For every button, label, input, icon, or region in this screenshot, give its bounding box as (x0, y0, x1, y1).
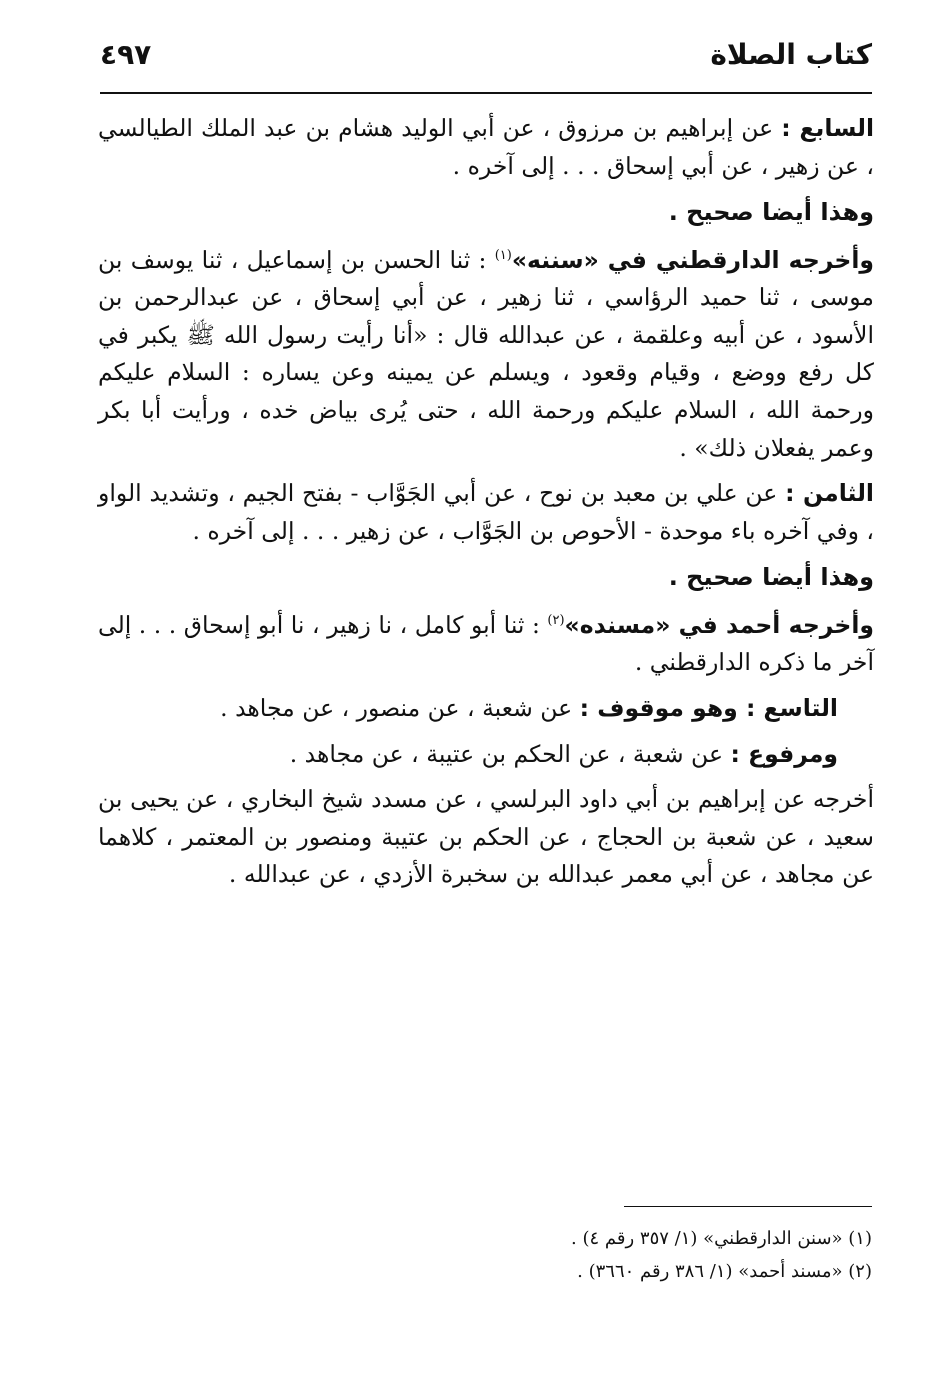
footnote-ref: (١) (494, 247, 512, 263)
paragraph-ninth (98, 690, 874, 728)
paragraph-lead: ومرفوع : (730, 739, 838, 768)
paragraph-text: : ثنا أبو كامل ، نا زهير ، نا أبو إسحاق . . . إلى آخر ما ذكره الدارقطني . (98, 610, 874, 677)
paragraph-lead: وأخرجه أحمد في «مسنده» (564, 610, 874, 639)
paragraph-text: : ثنا الحسن بن إسماعيل ، ثنا يوسف بن موسى ، ثنا حميد الرؤاسي ، ثنا زهير ، عن أبي إسحاق ، عن عبدالرحمن بن الأسود ، عن أبيه وعلقمة ، عن عبدالله قال : «أنا رأيت رسول الله ﷺ يكبر في كل رفع ووضع ، وقيام وقعود ، ويسلم عن يمينه وعن يساره : السلام عليكم ورحمة الله ، السلام عليكم ورحمة الله ، حتى يُرى بياض خده ، ورأيت أبا بكر وعمر يفعلان ذلك» . (98, 245, 874, 462)
page-body (98, 110, 874, 902)
page-header (100, 34, 872, 84)
paragraph-text: عن شعبة ، عن الحكم بن عتيبة ، عن مجاهد . (289, 739, 723, 768)
paragraph-lead: التاسع : وهو موقوف : (579, 693, 838, 722)
header-divider (100, 92, 872, 94)
paragraph-lead: وأخرجه الدارقطني في «سننه» (511, 245, 874, 274)
paragraph-text: عن علي بن معبد بن نوح ، عن أبي الجَوَّاب - بفتح الجيم ، وتشديد الواو ، وفي آخره باء موحدة - الأحوص بن الجَوَّاب ، عن زهير . . . إلى آخره . (98, 479, 874, 545)
paragraph-takhrij (98, 781, 874, 894)
paragraph-ahmad (98, 607, 874, 682)
paragraph-lead: السابع : (781, 114, 874, 142)
paragraph-seventh (98, 110, 874, 185)
footnote-ref: (٢) (547, 612, 565, 628)
paragraph-eighth (98, 475, 874, 550)
footnote-1: (١) «سنن الدارقطني» (١/ ٣٥٧ رقم ٤) . (571, 1228, 872, 1249)
paragraph-text: أخرجه عن إبراهيم بن أبي داود البرلسي ، عن مسدد شيخ البخاري ، عن يحيى بن سعيد ، عن شعبة بن الحجاج ، عن الحكم بن عتيبة ومنصور بن المعتمر ، كلاهما عن مجاهد ، عن أبي معمر عبدالله بن سخبرة الأزدي ، عن عبدالله . (98, 785, 874, 889)
paragraph-lead: الثامن : (785, 479, 874, 508)
ruling-heading: وهذا أيضا صحيح . (668, 198, 874, 227)
paragraph-daraqutni (98, 242, 874, 468)
running-title: كتاب الصلاة (710, 38, 872, 71)
paragraph-marfu (98, 736, 874, 774)
paragraph-text: عن إبراهيم بن مرزوق ، عن أبي الوليد هشام بن عبد الملك الطيالسي ، عن زهير ، عن أبي إسحاق . . . إلى آخره . (98, 114, 874, 180)
footnotes (100, 1222, 872, 1289)
paragraph-text: عن شعبة ، عن منصور ، عن مجاهد . (220, 693, 573, 722)
footnote-2: (٢) «مسند أحمد» (١/ ٣٨٦ رقم ٣٦٦٠) . (577, 1261, 872, 1283)
footnote-divider (624, 1206, 872, 1207)
ruling-heading: وهذا أيضا صحيح . (668, 563, 874, 592)
page-number: ٤٩٧ (100, 38, 152, 71)
